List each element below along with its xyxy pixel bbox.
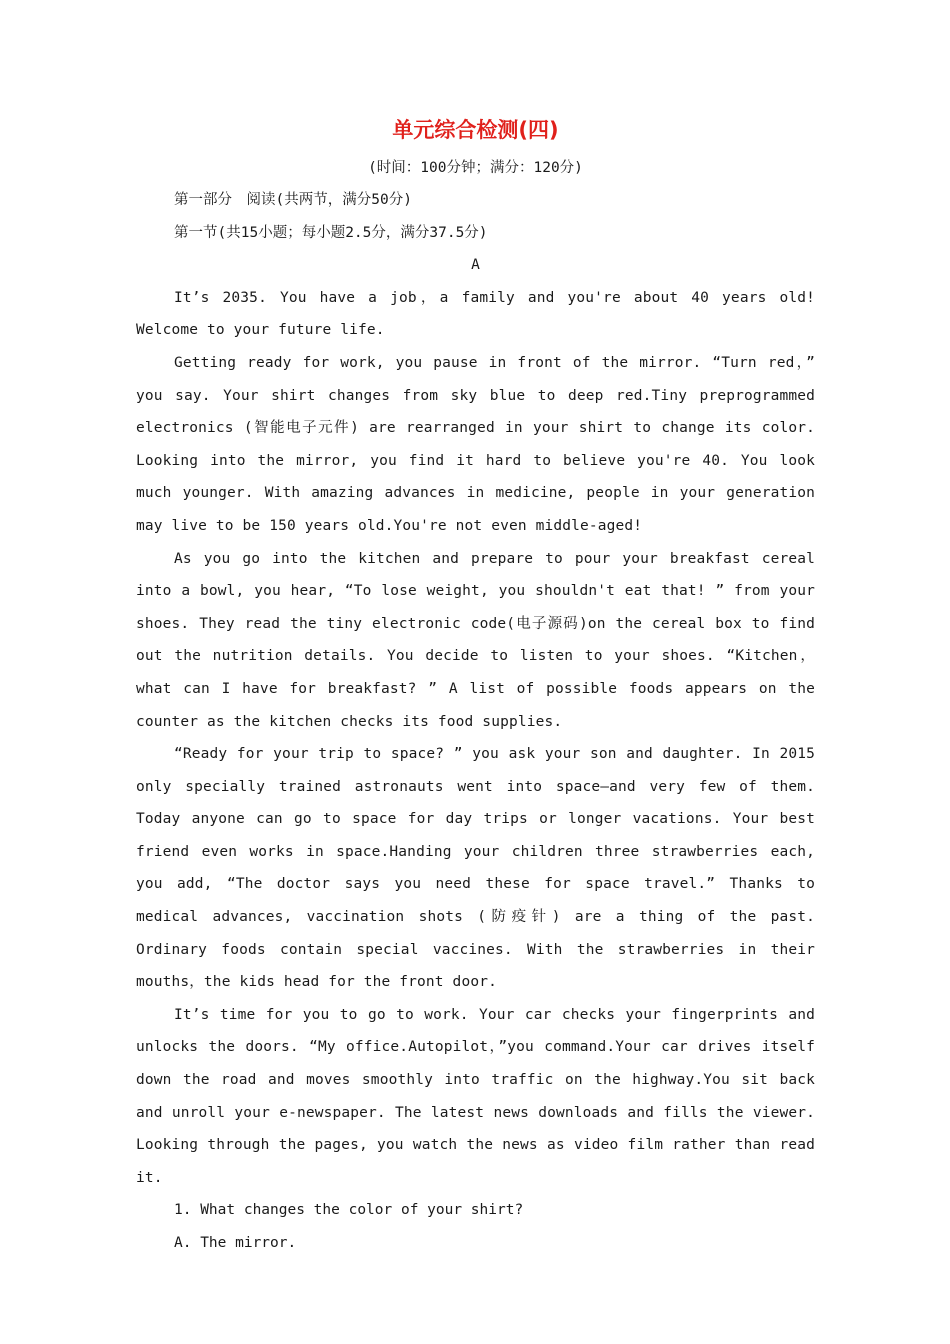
exam-info: (时间：100分钟；满分：120分) [368,160,583,176]
passage-paragraph-4: “Ready for your trip to space? ” you ask your son and daughter. In 2015 only specially trained astronauts went into space—and very few of them. Today anyone can go to space for day trips or longer vacations. Your best friend even works in space.Handing your children three strawberries each, you add, “The doctor says you need these for space travel.” Thanks to medical advances, vaccination shots (防疫针) are a thing of the past. Ordinary foods contain special vaccines. With the strawberries in their mouths，the kids head for the front door. [136,746,815,991]
passage-paragraph-2: Getting ready for work, you pause in front of the mirror. “Turn red，” you say. Your shirt changes from sky blue to deep red.Tiny preprogrammed electronics (智能电子元件) are rearranged in your shirt to change its color. Looking into the mirror, you find it hard to believe you're 40. You look much younger. With amazing advances in medicine, people in your generation may live to be 150 years old.You're not even middle-aged! [136,354,815,534]
passage-paragraph-1: It’s 2035. You have a job，a family and you're about 40 years old! Welcome to your future life. [136,289,815,339]
question-1: 1. What changes the color of your shirt? [174,1202,524,1219]
part-heading: 第一部分 阅读(共两节，满分50分) [174,192,412,208]
passage-label: A [471,257,480,274]
passage-paragraph-3: As you go into the kitchen and prepare to pour your breakfast cereal into a bowl, you hear, “To lose weight, you shouldn't eat that! ” from your shoes. They read the tiny electronic code(电子源码)on the cereal box to find out the nutrition details. You decide to listen to your shoes. “Kitchen，what can I have for breakfast? ” A list of possible foods appears on the counter as the kitchen checks its food supplies. [136,550,815,730]
section-heading: 第一节(共15小题；每小题2.5分，满分37.5分) [174,224,488,241]
page-title: 单元综合检测(四) [392,118,559,142]
passage-paragraph-5: It’s time for you to go to work. Your car checks your fingerprints and unlocks the doors. “My office.Autopilot，”you command.Your car drives itself down the road and moves smoothly into traffic on the highway.You sit back and unroll your e-newspaper. The latest news downloads and fills the viewer. Looking through the pages, you watch the news as video film rather than read it. [136,1006,815,1186]
question-1-option-a: A. The mirror. [174,1235,297,1251]
exam-page [136,112,815,1260]
